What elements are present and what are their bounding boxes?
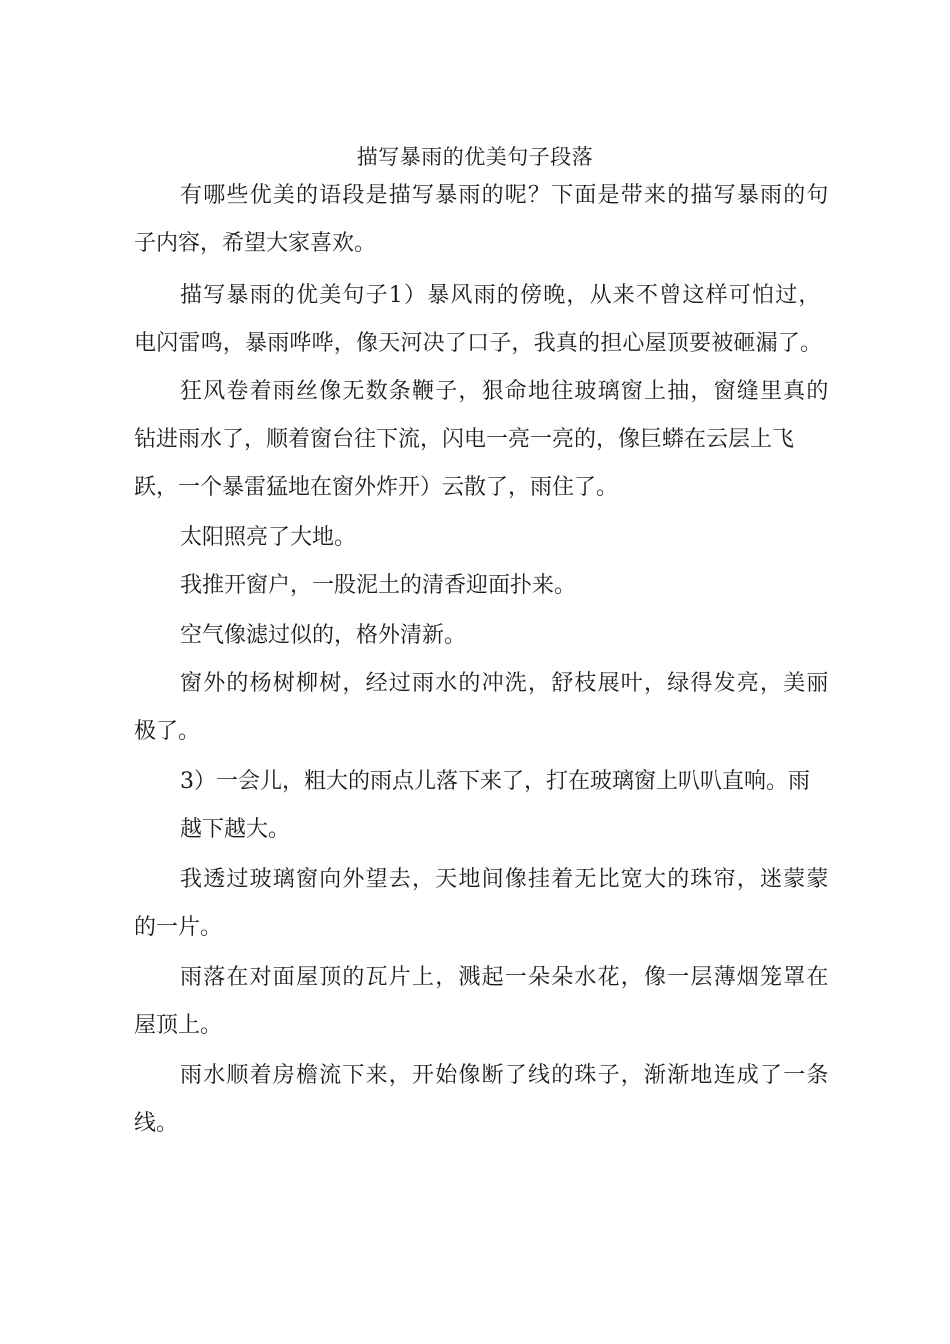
paragraph-line: 太阳照亮了大地。 (180, 525, 357, 550)
paragraph-line: 我透过玻璃窗向外望去，天地间像挂着无比宽大的珠帘，迷蒙蒙 (180, 867, 830, 892)
paragraph-line: 越下越大。 (180, 817, 291, 842)
document-title: 描写暴雨的优美句子段落 (356, 145, 594, 169)
paragraph-line: 描写暴雨的优美句子1）暴风雨的傍晚，从来不曾这样可怕过， (180, 283, 822, 308)
paragraph-line: 雨落在对面屋顶的瓦片上，溅起一朵朵水花，像一层薄烟笼罩在 (180, 965, 830, 990)
paragraph-line: 钻进雨水了，顺着窗台往下流，闪电一亮一亮的，像巨蟒在云层上飞 (134, 427, 795, 452)
paragraph-line: 窗外的杨树柳树，经过雨水的冲洗，舒枝展叶，绿得发亮，美丽 (180, 671, 830, 696)
paragraph-line: 狂风卷着雨丝像无数条鞭子，狠命地往玻璃窗上抽，窗缝里真的 (180, 379, 830, 404)
paragraph-line: 有哪些优美的语段是描写暴雨的呢？下面是带来的描写暴雨的句 (180, 183, 830, 208)
paragraph-line: 极了。 (134, 719, 201, 744)
paragraph-line: 的一片。 (134, 915, 223, 940)
paragraph-line: 屋顶上。 (134, 1013, 223, 1038)
paragraph-line: 线。 (134, 1111, 179, 1136)
paragraph-line: 我推开窗户，一股泥土的清香迎面扑来。 (180, 573, 577, 598)
paragraph-line: 3）一会儿，粗大的雨点儿落下来了，打在玻璃窗上叭叭直响。雨 (180, 769, 810, 794)
paragraph-line: 空气像滤过似的，格外清新。 (180, 623, 467, 648)
paragraph-line: 跃，一个暴雷猛地在窗外炸开）云散了，雨住了。 (134, 475, 619, 500)
paragraph-line: 电闪雷鸣，暴雨哗哗，像天河决了口子，我真的担心屋顶要被砸漏了。 (134, 331, 823, 356)
paragraph-line: 雨水顺着房檐流下来，开始像断了线的珠子，渐渐地连成了一条 (180, 1063, 830, 1088)
paragraph-line: 子内容，希望大家喜欢。 (134, 231, 377, 256)
